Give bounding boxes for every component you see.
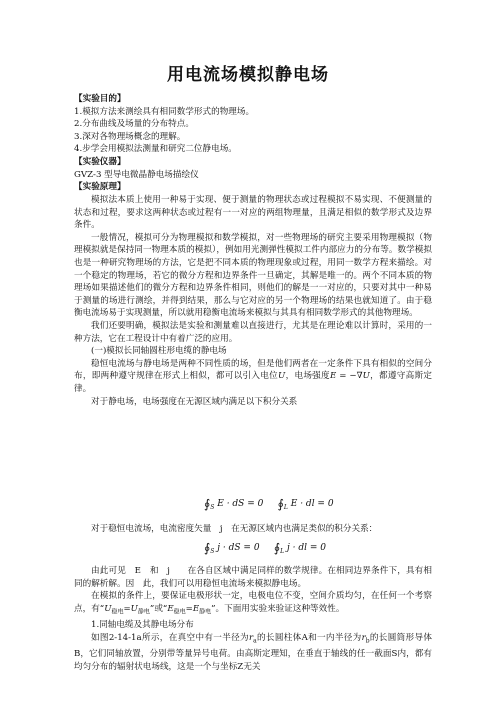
symbol-e-grad: E = −∇U: [329, 371, 370, 382]
principle-body-2: [74, 565, 432, 673]
paragraph: 我们还要明确，模拟法是实验和测量难以直接进行，尤其是在理论难以计算时，采用的一种方法，它在工程设计中有着广泛的应用。: [74, 320, 432, 344]
purpose-item: 1.模拟方法来测绘具有相同数学形式的物理场。: [74, 106, 255, 117]
paragraph: 稳恒电流场与静电场是两种不同性质的场，但是他们两者在一定条件下具有相似的空间分布，即两种遵守规律在形式上相似，都可以引入电位U，电场强度E = −∇U，都遵守高斯定律。: [74, 358, 432, 394]
paragraph: 对于静电场，电场强度在无源区域内满足以下积分关系: [91, 396, 298, 407]
page-title: 用电流场模拟静电场: [167, 65, 329, 85]
paragraph: 如图2-14-1a所示，在真空中有一半径为$r_a$的长圆柱体A和一内半径为$r_b$的长圆筒形导体B，它们同轴放置，分别带等量异号电荷。由高斯定理知，在垂直于轴线的任一截面S内，都有均匀分布的辐射状电场线，这是一个与坐标Z无关: [74, 632, 432, 672]
apparatus-heading: 【实验仪器】: [74, 156, 126, 167]
equation-static: $∮_S$ E · dS = 0 $∮_L$ E · dl = 0: [204, 497, 334, 511]
principle-heading: 【实验原理】: [74, 182, 126, 193]
purpose-item: 4.步学会用模拟法测量和研究二位静电场。: [74, 144, 237, 155]
purpose-section: [74, 93, 432, 194]
paragraph: 在模拟的条件上，要保证电极形状一定，电极电位不变，空间介质均匀，在任何一个考察点，有“$U_{稳电}=U_{静电}$”或“$E_{稳电}=E_{静电}$”。下面用实验来验证这种等效性。: [74, 591, 432, 616]
purpose-item: 2.分布曲线及场量的分布特点。: [74, 119, 194, 130]
paragraph: 一般情况，模拟可分为物理模拟和数学模拟，对一些物理场的研究主要采用物理模拟（物理模拟就是保持同一物理本质的模拟），例如用光测弹性模拟工件内部应力的分布等。数学模拟也是一种研究物理场的方法，它是把不同本质的物理现象或过程，用同一数学方程来描绘。对一个稳定的物理场，若它的微分方程和边界条件一旦确定，其解是唯一的。两个不同本质的物理场如果描述他们的微分方程和边界条件相同，则他们的解是一一对应的，只要对其中一种易于测量的场进行测绘，并得到结果，那么与它对应的另一个物理场的结果也就知道了。由于稳衡电流场易于实现测量，所以就用稳衡电流场来模拟与其具有相同数学形式的其他物理场。: [74, 232, 432, 319]
equation-current: $∮_S$ j · dS = 0 $∮_L$ j · dl = 0: [204, 541, 327, 555]
apparatus-text: GVZ-3 型导电微晶静电场描绘仪: [74, 169, 199, 180]
purpose-heading: 【实验目的】: [74, 94, 126, 104]
symbol-u: U: [278, 371, 286, 382]
paragraph: 模拟法本质上使用一种易于实现、便于测量的物理状态或过程模拟不易实现、不便测量的状态和过程，要求这两种状态或过程有一一对应的两组物理量，且满足相似的数学形式及边界条件。: [74, 195, 432, 231]
principle-body: [74, 194, 432, 408]
subheading: (一)模拟长同轴圆柱形电缆的静电场: [91, 346, 227, 357]
paragraph-current: 对于稳恒电流场，电流密度矢量 j 在无源区域内也满足类似的积分关系：: [91, 524, 378, 534]
paragraph: 由此可见 E 和 j 在各自区域中满足同样的数学规律。在相同边界条件下，具有相同的解析解。因 此，我们可以用稳恒电流场来模拟静电场。: [74, 566, 432, 589]
subheading: 1.同轴电缆及其静电场分布: [91, 620, 194, 631]
purpose-item: 3.深对各物理场概念的理解。: [74, 131, 186, 142]
